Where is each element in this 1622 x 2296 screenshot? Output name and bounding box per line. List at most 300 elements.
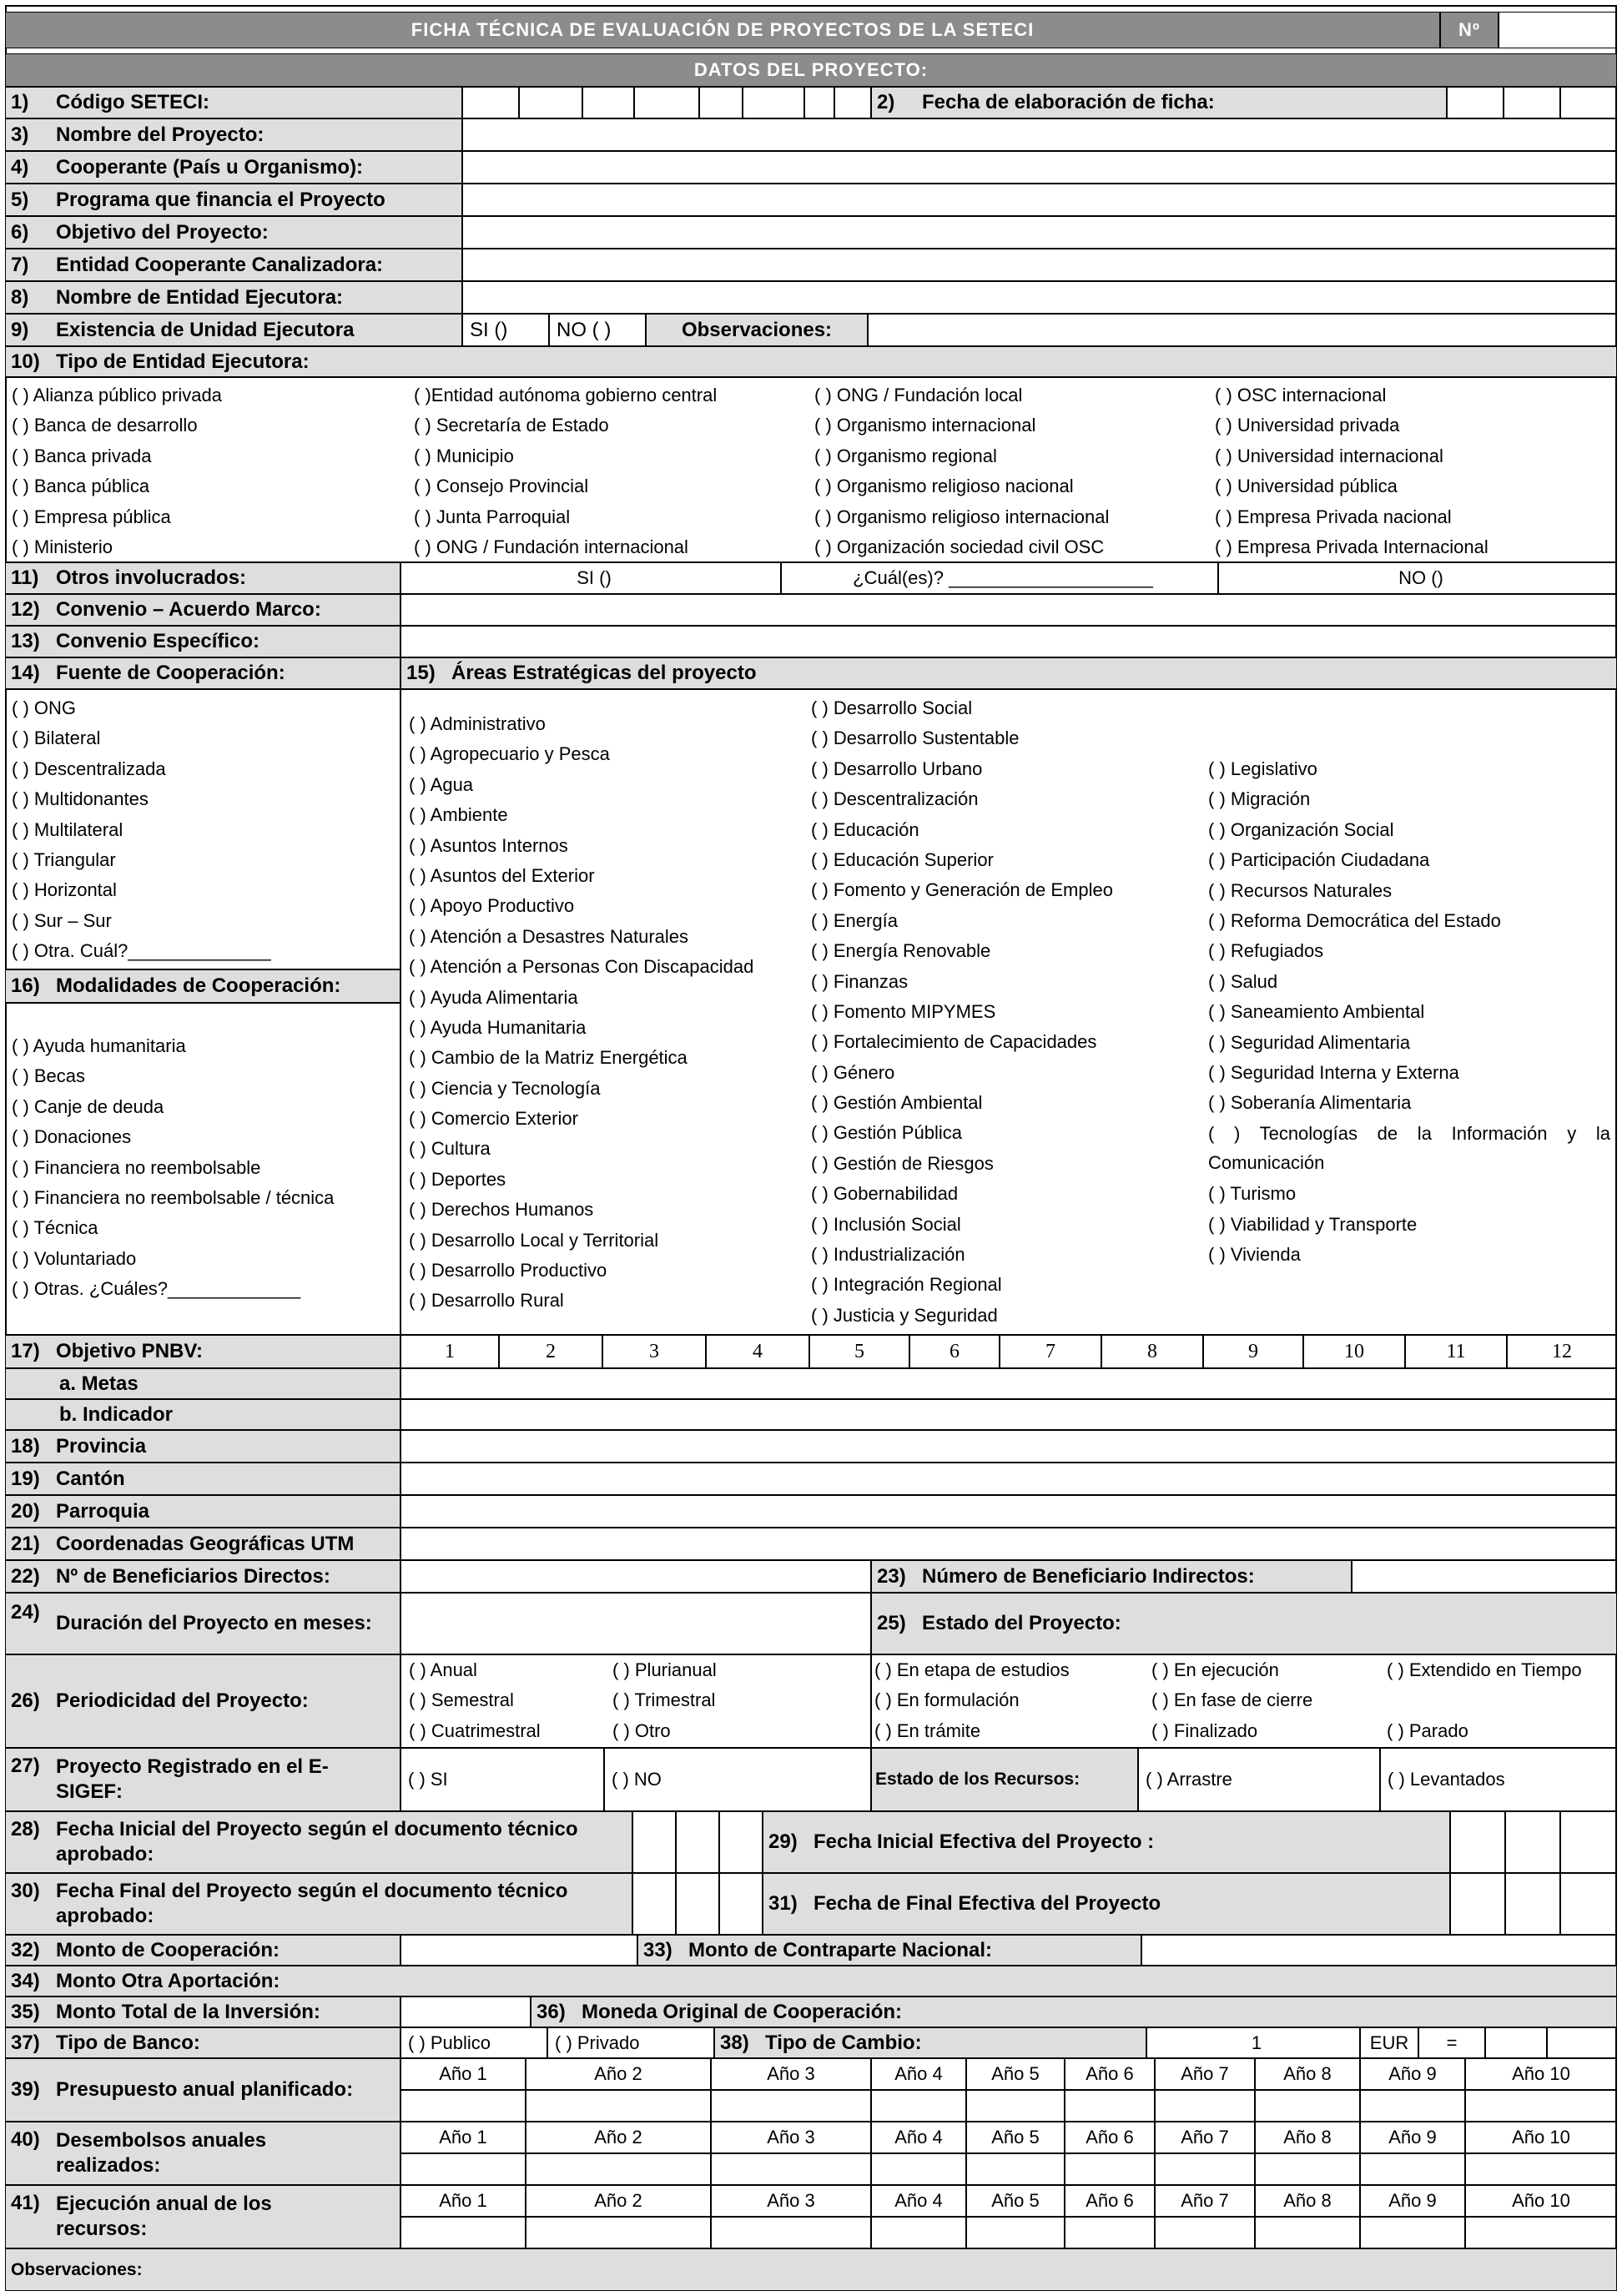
esigef-yes-text: ( ) SI: [408, 1769, 448, 1790]
strategic-area-option[interactable]: ( ) Seguridad Alimentaria: [1208, 1031, 1411, 1053]
field-14-text: Fuente de Cooperación:: [56, 662, 285, 684]
field-38-text: Tipo de Cambio:: [765, 2031, 922, 2054]
effective-final-day-cell[interactable]: [1450, 1873, 1505, 1935]
strategic-area-option[interactable]: ( ) Educación: [811, 818, 919, 840]
final-observations-field[interactable]: [5, 2248, 1617, 2291]
resources-raised-option[interactable]: [1380, 1748, 1617, 1811]
entity-option[interactable]: ( ) Junta Parroquial: [414, 506, 571, 527]
strategic-area-option[interactable]: ( ) Agua: [409, 773, 474, 795]
strategic-area-option[interactable]: ( ) Desarrollo Social: [811, 697, 973, 718]
coop-modality-option[interactable]: ( ) Ayuda humanitaria: [12, 1035, 186, 1056]
year-value-cell[interactable]: [871, 2217, 966, 2248]
code-cell[interactable]: [804, 87, 834, 118]
year-value-cell[interactable]: [526, 2090, 711, 2122]
channel-entity-field[interactable]: [462, 249, 1617, 281]
strategic-area-option[interactable]: ( ) Descentralización: [811, 788, 979, 810]
executing-entity-field[interactable]: [462, 281, 1617, 314]
entity-option[interactable]: ( ) Ministerio: [12, 536, 113, 557]
strategic-areas-col1: [409, 709, 753, 1317]
unit-no-option[interactable]: [549, 314, 646, 346]
field-25-num: 25): [877, 1612, 906, 1634]
others-yes-text: SI (): [577, 567, 612, 588]
field-8-label: [5, 281, 462, 314]
exchange-base-field[interactable]: [1146, 2027, 1360, 2058]
entity-option[interactable]: ( ) Organización sociedad civil OSC: [814, 536, 1105, 557]
year-value-cell[interactable]: [1360, 2090, 1465, 2122]
parish-field[interactable]: [400, 1495, 1617, 1528]
periodicity-option[interactable]: ( ) Trimestral: [612, 1689, 716, 1711]
coop-modality-option[interactable]: ( ) Canje de deuda: [12, 1095, 164, 1117]
field-16-label: [5, 969, 400, 1003]
entity-option[interactable]: ( ) Empresa Privada Internacional: [1215, 536, 1489, 557]
bank-public-text: ( ) Publico: [408, 2032, 491, 2053]
year-value-cell[interactable]: [1065, 2153, 1155, 2185]
pnbv-objective-number: 1: [445, 1340, 455, 1362]
strategic-area-option[interactable]: ( ) Ambiente: [409, 804, 508, 826]
pnbv-objective-cell[interactable]: [499, 1335, 602, 1368]
entity-option[interactable]: ( ) Organismo regional: [814, 445, 997, 466]
strategic-areas-col3: [1208, 754, 1610, 1271]
section-title: DATOS DEL PROYECTO:: [693, 59, 929, 80]
strategic-area-option[interactable]: ( ) Saneamiento Ambiental: [1208, 1001, 1425, 1023]
field-41-num: 41): [11, 2192, 40, 2214]
resources-carryover-option[interactable]: [1138, 1748, 1380, 1811]
pnbv-objective-cell[interactable]: [809, 1335, 909, 1368]
field-17-num: 17): [11, 1340, 40, 1362]
strategic-area-option[interactable]: ( ) Desarrollo Sustentable: [811, 728, 1020, 749]
strategic-area-option[interactable]: ( ) Atención a Desastres Naturales: [409, 925, 689, 947]
unit-observations-field[interactable]: [868, 314, 1617, 346]
strategic-area-option[interactable]: ( ) Organización Social: [1208, 818, 1394, 840]
year-label: Año 1: [439, 2190, 487, 2211]
year-value-cell[interactable]: [1255, 2217, 1360, 2248]
strategic-area-option[interactable]: ( ) Deportes: [409, 1168, 506, 1190]
year-header-cell: [1360, 2185, 1465, 2217]
entity-option[interactable]: ( ) Empresa pública: [12, 506, 171, 527]
strategic-area-option[interactable]: ( ) Soberanía Alimentaria: [1208, 1092, 1412, 1114]
year-value-cell[interactable]: [871, 2153, 966, 2185]
pnbv-objective-cell[interactable]: [1101, 1335, 1203, 1368]
year-label: Año 10: [1512, 2190, 1570, 2211]
periodicity-col2: [612, 1655, 717, 1746]
coop-modality-option[interactable]: ( ) Financiera no reembolsable: [12, 1156, 261, 1178]
specific-agreement-field[interactable]: [400, 626, 1617, 657]
strategic-area-option[interactable]: ( ) Justicia y Seguridad: [811, 1304, 998, 1326]
field-9-label: [5, 314, 462, 346]
final-date-year-cell[interactable]: [719, 1873, 763, 1935]
year-header-cell: [526, 2058, 711, 2090]
pnbv-objective-cell[interactable]: [602, 1335, 706, 1368]
unit-no-text: NO ( ): [557, 318, 612, 341]
entity-option[interactable]: ( ) Alianza público privada: [12, 385, 222, 405]
strategic-area-option[interactable]: ( ) Derechos Humanos: [409, 1199, 594, 1221]
entity-option[interactable]: ( ) Organismo religioso nacional: [814, 476, 1074, 497]
entity-option[interactable]: ( ) Organismo internacional: [814, 415, 1036, 436]
entity-option[interactable]: ( ) Secretaría de Estado: [414, 415, 609, 436]
strategic-area-option[interactable]: ( ) Energía Renovable: [811, 940, 991, 962]
others-yes-option[interactable]: [400, 562, 781, 594]
field-33-text: Monto de Contraparte Nacional:: [688, 1938, 993, 1961]
pnbv-objective-cell[interactable]: [909, 1335, 1000, 1368]
field-23-text: Número de Beneficiario Indirectos:: [922, 1564, 1255, 1588]
strategic-area-option[interactable]: ( ) Refugiados: [1208, 940, 1324, 962]
year-label: Año 2: [594, 2190, 642, 2211]
coop-source-option[interactable]: ( ) Descentralizada: [12, 758, 166, 779]
others-which-text: ¿Cuál(es)? ____________________: [853, 567, 1153, 588]
strategic-area-option[interactable]: ( ) Ayuda Alimentaria: [409, 986, 578, 1008]
field-40-num: 40): [11, 2128, 40, 2151]
entity-types-col2: [414, 380, 717, 562]
field-1-text: Código SETECI:: [56, 91, 209, 113]
strategic-area-option[interactable]: ( ) Vivienda: [1208, 1244, 1301, 1266]
bank-private-option[interactable]: [547, 2027, 714, 2058]
field-14-label: [5, 657, 400, 689]
bank-public-option[interactable]: [400, 2027, 547, 2058]
pnbv-objective-number: 10: [1344, 1340, 1364, 1362]
year-value-cell[interactable]: [1155, 2090, 1255, 2122]
entity-option[interactable]: ( ) Banca privada: [12, 445, 152, 466]
effective-initial-year-cell[interactable]: [1560, 1811, 1617, 1873]
year-value-cell[interactable]: [1465, 2217, 1617, 2248]
code-cell[interactable]: [582, 87, 634, 118]
unit-yes-text: SI (): [470, 318, 508, 341]
field-24-text: Duración del Proyecto en meses:: [56, 1612, 372, 1634]
field-9-text: Existencia de Unidad Ejecutora: [56, 318, 355, 341]
strategic-area-option[interactable]: ( ) Tecnologías de la Información y la Comunicación: [1208, 1122, 1610, 1173]
strategic-area-option[interactable]: ( ) Asuntos Internos: [409, 834, 568, 856]
field-11-text: Otros involucrados:: [56, 566, 247, 589]
year-header-cell: [1360, 2122, 1465, 2153]
effective-final-month-cell[interactable]: [1505, 1873, 1560, 1935]
strategic-area-option[interactable]: ( ) Industrialización: [811, 1244, 965, 1266]
coop-source-option[interactable]: ( ) Multilateral: [12, 818, 123, 840]
field-3-label: [5, 118, 462, 151]
province-field[interactable]: [400, 1430, 1617, 1463]
field-28-num: 28): [11, 1818, 40, 1840]
periodicity-option[interactable]: ( ) Otro: [612, 1719, 671, 1741]
pnbv-objective-number: 8: [1147, 1340, 1157, 1362]
status-option[interactable]: ( ) En etapa de estudios: [874, 1659, 1070, 1680]
year-value-cell[interactable]: [400, 2153, 526, 2185]
strategic-area-option[interactable]: ( ) Cambio de la Matriz Energética: [409, 1047, 688, 1069]
pnbv-objective-cell[interactable]: [400, 1335, 499, 1368]
year-header-cell: [1065, 2122, 1155, 2153]
initial-date-day-cell[interactable]: [632, 1811, 676, 1873]
strategic-area-option[interactable]: ( ) Apoyo Productivo: [409, 895, 575, 917]
strategic-area-option[interactable]: ( ) Viabilidad y Transporte: [1208, 1213, 1418, 1235]
year-header-cell: [1255, 2122, 1360, 2153]
year-value-cell[interactable]: [1065, 2217, 1155, 2248]
indicator-field[interactable]: [400, 1399, 1617, 1430]
year-value-cell[interactable]: [1360, 2153, 1465, 2185]
strategic-area-option[interactable]: ( ) Asuntos del Exterior: [409, 864, 595, 886]
strategic-area-option[interactable]: ( ) Recursos Naturales: [1208, 879, 1393, 901]
final-date-day-cell[interactable]: [632, 1873, 676, 1935]
field-29-label: [763, 1811, 1450, 1873]
field-30-num: 30): [11, 1880, 40, 1902]
year-value-cell[interactable]: [966, 2217, 1065, 2248]
strategic-area-option[interactable]: ( ) Finanzas: [811, 970, 909, 992]
field-15-num: 15): [406, 662, 436, 684]
field-40-text: Desembolsos anuales realizados:: [56, 2129, 267, 2177]
year-value-cell[interactable]: [1465, 2090, 1617, 2122]
status-option[interactable]: ( ) En ejecución: [1151, 1659, 1279, 1680]
strategic-area-option[interactable]: ( ) Reforma Democrática del Estado: [1208, 909, 1501, 931]
effective-initial-month-cell[interactable]: [1505, 1811, 1560, 1873]
indirect-beneficiaries-field[interactable]: [1352, 1560, 1617, 1593]
pnbv-objective-number: 9: [1248, 1340, 1258, 1362]
strategic-area-option[interactable]: ( ) Desarrollo Rural: [409, 1290, 564, 1312]
status-option[interactable]: ( ) En trámite: [874, 1719, 981, 1741]
coop-modality-option[interactable]: ( ) Financiera no reembolsable / técnica: [12, 1186, 335, 1208]
year-value-cell[interactable]: [966, 2153, 1065, 2185]
strategic-area-option[interactable]: ( ) Energía: [811, 909, 898, 931]
date-year-cell[interactable]: [1560, 87, 1617, 118]
status-option[interactable]: ( ) Finalizado: [1151, 1719, 1258, 1741]
field-37-num: 37): [11, 2031, 40, 2054]
entity-option[interactable]: ( )Entidad autónoma gobierno central: [414, 385, 718, 405]
strategic-area-option[interactable]: ( ) Atención a Personas Con Discapacidad: [409, 956, 754, 978]
year-header-cell: [1065, 2185, 1155, 2217]
direct-beneficiaries-field[interactable]: [400, 1560, 871, 1593]
program-field[interactable]: [462, 184, 1617, 216]
field-19-num: 19): [11, 1467, 40, 1490]
year-value-cell[interactable]: [711, 2153, 871, 2185]
strategic-area-option[interactable]: ( ) Gestión Pública: [811, 1122, 962, 1144]
status-option[interactable]: ( ) Extendido en Tiempo: [1387, 1659, 1582, 1680]
coop-source-option[interactable]: ( ) Otra. Cuál?______________: [12, 940, 271, 962]
code-cell[interactable]: [519, 87, 582, 118]
year-value-cell[interactable]: [526, 2217, 711, 2248]
year-value-cell[interactable]: [711, 2217, 871, 2248]
status-option[interactable]: ( ) En fase de cierre: [1151, 1689, 1313, 1711]
status-option[interactable]: ( ) Parado: [1387, 1719, 1468, 1741]
coop-modality-option[interactable]: ( ) Donaciones: [12, 1126, 132, 1148]
code-cell[interactable]: [743, 87, 804, 118]
field-39-text: Presupuesto anual planificado:: [56, 2078, 354, 2101]
entity-option[interactable]: ( ) OSC internacional: [1215, 385, 1387, 405]
entity-option[interactable]: ( ) Empresa Privada nacional: [1215, 506, 1452, 527]
esigef-no-text: ( ) NO: [612, 1769, 662, 1790]
objective-field[interactable]: [462, 216, 1617, 249]
entity-option[interactable]: ( ) Universidad pública: [1215, 476, 1398, 497]
coop-modality-option[interactable]: ( ) Otras. ¿Cuáles?_____________: [12, 1278, 301, 1300]
strategic-area-option[interactable]: ( ) Inclusión Social: [811, 1213, 961, 1235]
pnbv-objective-number: 7: [1045, 1340, 1055, 1362]
strategic-area-option[interactable]: ( ) Desarrollo Productivo: [409, 1260, 607, 1281]
utm-coordinates-field[interactable]: [400, 1528, 1617, 1560]
effective-final-year-cell[interactable]: [1560, 1873, 1617, 1935]
field-17-text: Objetivo PNBV:: [56, 1340, 204, 1362]
strategic-area-option[interactable]: ( ) Ciencia y Tecnología: [409, 1077, 601, 1099]
strategic-area-option[interactable]: ( ) Gestión Ambiental: [811, 1092, 983, 1114]
entity-option[interactable]: ( ) Banca de desarrollo: [12, 415, 198, 436]
field-35-text: Monto Total de la Inversión:: [56, 2000, 320, 2023]
final-date-month-cell[interactable]: [676, 1873, 719, 1935]
entity-option[interactable]: ( ) ONG / Fundación local: [814, 385, 1023, 405]
year-value-cell[interactable]: [1465, 2153, 1617, 2185]
entity-option[interactable]: ( ) Universidad internacional: [1215, 445, 1443, 466]
total-investment-field[interactable]: [400, 1996, 531, 2027]
field-40-label: [5, 2122, 400, 2185]
pnbv-objective-cell[interactable]: [1203, 1335, 1303, 1368]
strategic-area-option[interactable]: ( ) Género: [811, 1061, 895, 1083]
year-label: Año 2: [594, 2127, 642, 2147]
form-number-field[interactable]: [1499, 12, 1617, 48]
coop-modality-option[interactable]: ( ) Técnica: [12, 1217, 98, 1239]
pnbv-objective-cell[interactable]: [1000, 1335, 1101, 1368]
coop-source-option[interactable]: ( ) Triangular: [12, 848, 116, 870]
entity-option[interactable]: ( ) ONG / Fundación internacional: [414, 536, 688, 557]
field-19-text: Cantón: [56, 1467, 125, 1490]
date-month-cell[interactable]: [1504, 87, 1560, 118]
strategic-area-option[interactable]: ( ) Comercio Exterior: [409, 1108, 578, 1130]
year-label: Año 8: [1283, 2190, 1332, 2211]
pnbv-objective-cell[interactable]: [1507, 1335, 1617, 1368]
field-29-num: 29): [768, 1830, 798, 1853]
initial-date-month-cell[interactable]: [676, 1811, 719, 1873]
project-name-field[interactable]: [462, 118, 1617, 151]
periodicity-option[interactable]: ( ) Plurianual: [612, 1659, 717, 1680]
entity-types-col1: [12, 380, 222, 562]
year-header-cell: [400, 2122, 526, 2153]
status-option[interactable]: ( ) En formulación: [874, 1689, 1020, 1711]
field-32-text: Monto de Cooperación:: [56, 1938, 280, 1961]
coop-modality-option[interactable]: ( ) Voluntariado: [12, 1247, 137, 1269]
strategic-area-option[interactable]: ( ) Salud: [1208, 970, 1278, 992]
field-27-num: 27): [11, 1755, 40, 1777]
coop-source-option[interactable]: ( ) Bilateral: [12, 728, 101, 749]
year-value-cell[interactable]: [966, 2090, 1065, 2122]
resources-carryover-text: ( ) Arrastre: [1146, 1769, 1232, 1790]
pnbv-objective-cell[interactable]: [1405, 1335, 1507, 1368]
effective-initial-day-cell[interactable]: [1450, 1811, 1505, 1873]
equals-sign: [1418, 2027, 1485, 2058]
others-which-field[interactable]: [781, 562, 1218, 594]
periodicity-option[interactable]: ( ) Cuatrimestral: [409, 1719, 541, 1741]
strategic-area-option[interactable]: ( ) Fomento MIPYMES: [811, 1000, 996, 1022]
strategic-area-option[interactable]: ( ) Desarrollo Local y Territorial: [409, 1229, 659, 1251]
field-22-label: [5, 1560, 400, 1593]
entity-option[interactable]: ( ) Organismo religioso internacional: [814, 506, 1110, 527]
goals-field[interactable]: [400, 1368, 1617, 1399]
field-39-label: [5, 2058, 400, 2122]
strategic-area-option[interactable]: ( ) Gestión de Riesgos: [811, 1152, 994, 1174]
strategic-area-option[interactable]: ( ) Educación Superior: [811, 848, 994, 870]
coop-source-option[interactable]: ( ) ONG: [12, 697, 76, 718]
pnbv-objective-cell[interactable]: [706, 1335, 809, 1368]
field-6-label: [5, 216, 462, 249]
unit-yes-option[interactable]: [462, 314, 549, 346]
year-label: Año 5: [991, 2063, 1040, 2084]
strategic-area-option[interactable]: ( ) Cultura: [409, 1138, 491, 1160]
esigef-no-option[interactable]: [604, 1748, 871, 1811]
strategic-area-option[interactable]: ( ) Desarrollo Urbano: [811, 758, 983, 779]
counterpart-amount-field[interactable]: [1141, 1935, 1617, 1966]
entity-option[interactable]: ( ) Banca pública: [12, 476, 150, 497]
date-day-cell[interactable]: [1447, 87, 1504, 118]
field-21-text: Coordenadas Geográficas UTM: [56, 1532, 355, 1555]
year-value-cell[interactable]: [526, 2153, 711, 2185]
coop-source-option[interactable]: ( ) Sur – Sur: [12, 909, 112, 931]
strategic-area-option[interactable]: ( ) Participación Ciudadana: [1208, 849, 1430, 871]
exchange-rate-field[interactable]: [1485, 2027, 1547, 2058]
entity-option[interactable]: ( ) Consejo Provincial: [414, 476, 589, 497]
year-value-cell[interactable]: [400, 2090, 526, 2122]
field-4-num: 4): [11, 155, 29, 179]
field-18-num: 18): [11, 1434, 40, 1458]
year-value-cell[interactable]: [1255, 2153, 1360, 2185]
initial-date-year-cell[interactable]: [719, 1811, 763, 1873]
cooperant-field[interactable]: [462, 151, 1617, 184]
year-value-cell[interactable]: [1360, 2217, 1465, 2248]
code-cell[interactable]: [834, 87, 871, 118]
strategic-area-option[interactable]: ( ) Gobernabilidad: [811, 1183, 959, 1205]
coop-source-option[interactable]: ( ) Multidonantes: [12, 788, 149, 810]
year-value-cell[interactable]: [1255, 2090, 1360, 2122]
field-39-num: 39): [11, 2078, 40, 2101]
strategic-area-option[interactable]: ( ) Ayuda Humanitaria: [409, 1016, 587, 1038]
strategic-area-option[interactable]: ( ) Fortalecimiento de Capacidades: [811, 1031, 1097, 1053]
periodicity-option[interactable]: ( ) Semestral: [409, 1689, 514, 1711]
coop-source-option[interactable]: ( ) Horizontal: [12, 879, 117, 901]
exchange-currency-field[interactable]: [1547, 2027, 1617, 2058]
field-5-label: [5, 184, 462, 216]
framework-agreement-field[interactable]: [400, 594, 1617, 626]
strategic-area-option[interactable]: ( ) Agropecuario y Pesca: [409, 743, 610, 765]
esigef-yes-option[interactable]: [400, 1748, 604, 1811]
periodicity-col1: [409, 1655, 541, 1746]
strategic-area-option[interactable]: ( ) Administrativo: [409, 713, 546, 734]
strategic-area-option[interactable]: ( ) Legislativo: [1208, 758, 1317, 779]
pnbv-objective-number: 5: [854, 1340, 864, 1362]
coop-modality-option[interactable]: ( ) Becas: [12, 1065, 86, 1087]
strategic-area-option[interactable]: ( ) Migración: [1208, 788, 1311, 810]
year-header-cell: [400, 2058, 526, 2090]
field-17b-text: b. Indicador: [59, 1402, 174, 1426]
year-value-cell[interactable]: [1155, 2217, 1255, 2248]
cooperation-amount-field[interactable]: [400, 1935, 637, 1966]
field-5-num: 5): [11, 188, 29, 211]
canton-field[interactable]: [400, 1463, 1617, 1495]
year-value-cell[interactable]: [871, 2090, 966, 2122]
year-value-cell[interactable]: [400, 2217, 526, 2248]
others-no-option[interactable]: [1218, 562, 1617, 594]
field-31-label: [763, 1873, 1450, 1935]
pnbv-objective-cell[interactable]: [1303, 1335, 1405, 1368]
year-value-cell[interactable]: [711, 2090, 871, 2122]
strategic-area-option[interactable]: ( ) Fomento y Generación de Empleo: [811, 879, 1113, 901]
field-37-label: [5, 2027, 400, 2058]
strategic-area-option[interactable]: ( ) Seguridad Interna y Externa: [1208, 1061, 1459, 1083]
year-label: Año 8: [1283, 2127, 1332, 2147]
strategic-area-option[interactable]: ( ) Turismo: [1208, 1183, 1297, 1205]
year-value-cell[interactable]: [1065, 2090, 1155, 2122]
code-cell[interactable]: [699, 87, 743, 118]
field-32-num: 32): [11, 1938, 40, 1961]
code-cell[interactable]: [462, 87, 519, 118]
entity-option[interactable]: ( ) Municipio: [414, 445, 514, 466]
entity-option[interactable]: ( ) Universidad privada: [1215, 415, 1400, 436]
field-21-label: [5, 1528, 400, 1560]
duration-field[interactable]: [400, 1593, 871, 1654]
year-value-cell[interactable]: [1155, 2153, 1255, 2185]
field-15-text: Áreas Estratégicas del proyecto: [451, 662, 757, 684]
section-header: [5, 53, 1617, 87]
code-cell[interactable]: [634, 87, 699, 118]
periodicity-option[interactable]: ( ) Anual: [409, 1659, 477, 1680]
strategic-area-option[interactable]: ( ) Integración Regional: [811, 1274, 1002, 1296]
